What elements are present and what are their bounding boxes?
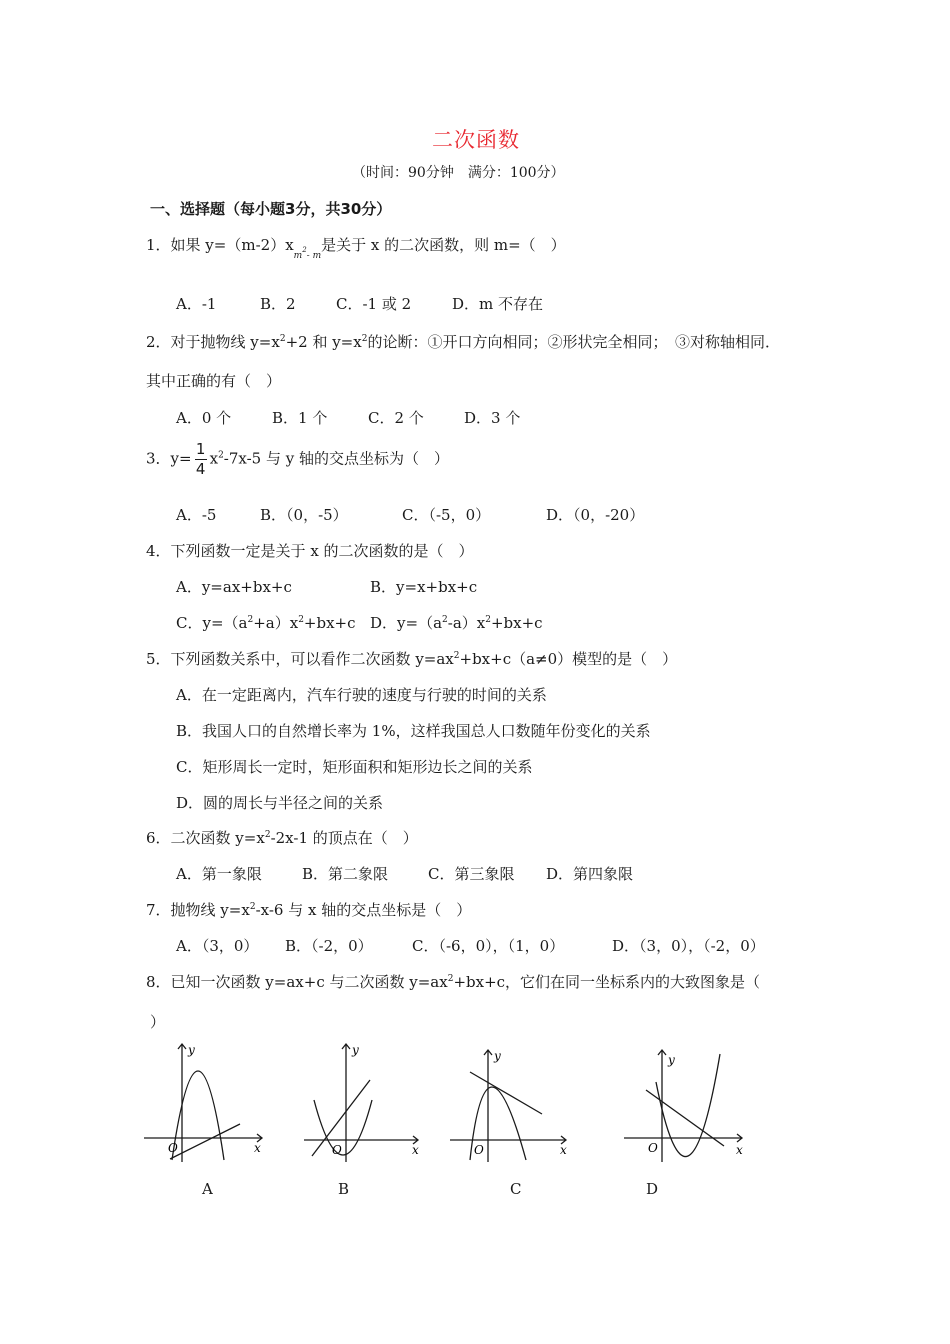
q3-option-a[interactable]: A．-5 (176, 506, 217, 524)
q1-stem: 1．如果 y=（m-2）x (146, 236, 294, 254)
x-axis-label: x (412, 1143, 419, 1157)
origin-label: O (648, 1141, 658, 1155)
q4-option-b[interactable]: B．y=x+bx+c (370, 578, 478, 596)
question-8: 8．已知一次函数 y=ax+c 与二次函数 $y=ax^2+bx+c$，它们在同一坐标系内的大致图象是（ (146, 973, 761, 991)
time-score-info: （时间：90分钟 满分：100分） (352, 165, 565, 181)
q1-exponent: m2- m (293, 246, 322, 261)
question-2: 2．对于抛物线 $y=x^2+2$ 和 $y=x^2$的论断：①开口方向相同；②形状完全相同； ③对称轴相同． (146, 333, 780, 351)
q1-stem-end: 是关于 x 的二次函数，则 m=（ ） (321, 236, 566, 254)
document-title: 二次函数 (432, 128, 520, 152)
graph-label-b: B (338, 1180, 350, 1198)
question-8-close: ） (150, 1013, 166, 1031)
graph-d[interactable] (620, 1044, 750, 1168)
origin-label: O (474, 1143, 484, 1157)
question-6: 6．二次函数 $y=x^2-2x-1$ 的顶点在（ ） (146, 829, 418, 847)
q3-option-d[interactable]: D．（0，-20） (546, 506, 645, 524)
x-axis-label: x (560, 1143, 567, 1157)
q5-option-b[interactable]: B．我国人口的自然增长率为 1%，这样我国总人口数随年份变化的关系 (176, 722, 651, 740)
question-3: 3．y= $\frac{1}{4}$ $x^2-7x-5$ 与 y 轴的交点坐标为（ ） (146, 440, 449, 478)
graph-label-d: D (646, 1180, 659, 1198)
q1-option-c[interactable]: C．-1 或 2 (336, 295, 412, 313)
q1-option-a[interactable]: A．-1 (176, 295, 217, 313)
q2-option-d[interactable]: D．3 个 (464, 409, 521, 427)
origin-label: O (332, 1143, 342, 1157)
question-7: 7．抛物线 $y=x^2-x-6$ 与 x 轴的交点坐标是（ ） (146, 901, 472, 919)
q5-option-c[interactable]: C．矩形周长一定时，矩形面积和矩形边长之间的关系 (176, 758, 533, 776)
q6-option-c[interactable]: C．第三象限 (428, 865, 515, 883)
q2-option-c[interactable]: C．2 个 (368, 409, 424, 427)
origin-label: O (168, 1141, 178, 1155)
graph-label-a: A (202, 1180, 213, 1198)
q1-option-d[interactable]: D．m 不存在 (452, 295, 544, 313)
q3-option-b[interactable]: B．（0，-5） (260, 506, 348, 524)
q5-option-a[interactable]: A．在一定距离内，汽车行驶的速度与行驶的时间的关系 (176, 686, 547, 704)
graph-b[interactable] (300, 1038, 430, 1168)
q1-option-b[interactable]: B．2 (260, 295, 296, 313)
y-axis-label: y (668, 1053, 675, 1067)
q7-option-c[interactable]: C．（-6，0），（1，0） (412, 937, 565, 955)
q7-option-a[interactable]: A．（3，0） (176, 937, 259, 955)
x-axis-label: x (736, 1143, 743, 1157)
question-2-line2: 其中正确的有（ ） (146, 372, 282, 390)
q2-option-a[interactable]: A．0 个 (176, 409, 232, 427)
q6-option-b[interactable]: B．第二象限 (302, 865, 389, 883)
q4-option-c[interactable]: C．$y=(a^2+a)x^2+bx+c$ (176, 614, 356, 632)
question-4: 4．下列函数一定是关于 x 的二次函数的是（ ） (146, 542, 474, 560)
fraction-one-quarter: $\frac{1}{4}$ (195, 440, 206, 478)
graph-label-c: C (510, 1180, 522, 1198)
graph-a[interactable] (140, 1038, 270, 1168)
q7-option-d[interactable]: D．（3，0），（-2，0） (612, 937, 765, 955)
q4-option-d[interactable]: D．$y=(a^2-a)x^2+bx+c$ (370, 614, 543, 632)
q2-option-b[interactable]: B．1 个 (272, 409, 328, 427)
graph-c[interactable] (446, 1044, 576, 1168)
section-heading: 一、选择题（每小题3分，共30分） (150, 200, 392, 218)
q7-option-b[interactable]: B．（-2，0） (285, 937, 373, 955)
question-1 (146, 234, 566, 261)
question-5: 5．下列函数关系中，可以看作二次函数 $y=ax^2+bx+c(a\ne 0)$模型的是（ ） (146, 650, 678, 668)
x-axis-label: x (254, 1141, 261, 1155)
q3-option-c[interactable]: C．（-5，0） (402, 506, 491, 524)
q6-option-a[interactable]: A．第一象限 (176, 865, 262, 883)
q5-option-d[interactable]: D．圆的周长与半径之间的关系 (176, 794, 384, 812)
q4-option-a[interactable]: A．y=ax+bx+c (176, 578, 292, 596)
y-axis-label: y (188, 1043, 195, 1057)
y-axis-label: y (494, 1049, 501, 1063)
q6-option-d[interactable]: D．第四象限 (546, 865, 634, 883)
y-axis-label: y (352, 1043, 359, 1057)
